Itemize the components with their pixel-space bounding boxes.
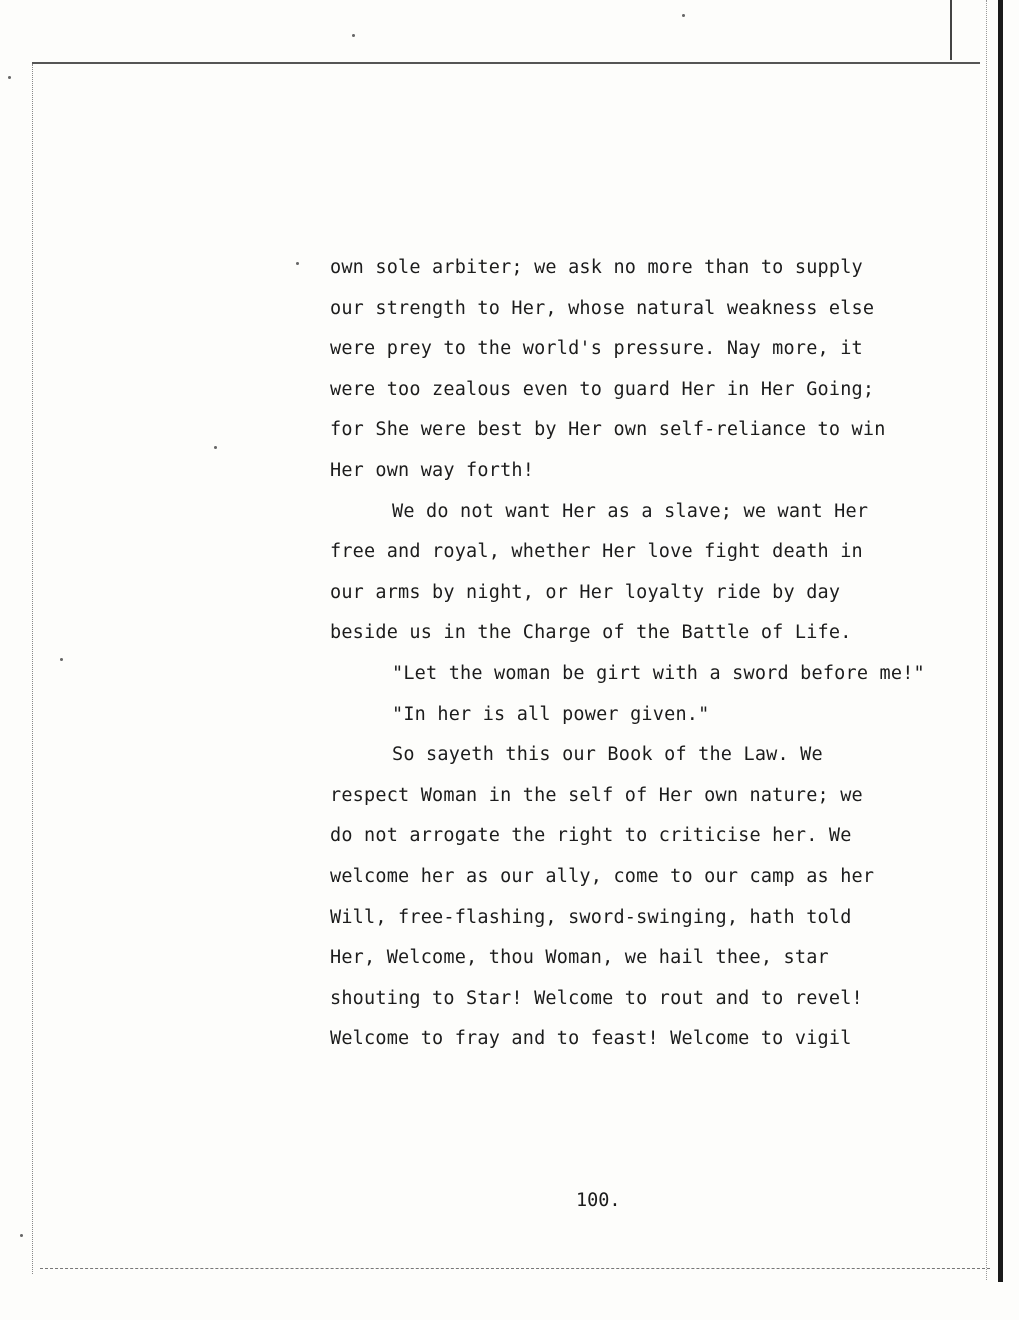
scan-speck <box>682 14 685 17</box>
text-line: shouting to Star! Welcome to rout and to revel! <box>330 987 863 1009</box>
text-line: free and royal, whether Her love fight death in <box>330 541 863 563</box>
text-line: Will, free-flashing, sword-swinging, hath told <box>330 906 852 928</box>
text-line: for She were best by Her own self-reliance to win <box>330 419 886 441</box>
scan-border-right <box>998 0 1003 1282</box>
scan-speck <box>60 658 63 661</box>
scan-speck <box>20 1234 23 1237</box>
scan-border-right-thin <box>986 0 987 1280</box>
text-line: own sole arbiter; we ask no more than to supply <box>330 257 863 278</box>
text-line: do not arrogate the right to criticise her. We <box>330 825 852 847</box>
scan-border-top <box>32 62 980 64</box>
text-line: Her, Welcome, thou Woman, we hail thee, star <box>330 947 829 969</box>
scan-speck <box>214 446 217 449</box>
scan-speck <box>296 262 299 265</box>
text-line: our arms by night, or Her loyalty ride by day <box>330 581 841 603</box>
scan-speck <box>352 34 355 37</box>
text-line: our strength to Her, whose natural weakness else <box>330 297 875 319</box>
text-line: respect Woman in the self of Her own nature; we <box>330 784 863 806</box>
text-line: We do not want Her as a slave; we want Her <box>392 500 869 522</box>
text-line: were prey to the world's pressure. Nay more, it <box>330 338 863 360</box>
text-line: So sayeth this our Book of the Law. We <box>392 744 823 766</box>
page-number: 100. <box>576 1190 621 1211</box>
text-line: were too zealous even to guard Her in Her Going; <box>330 378 875 400</box>
text-line: "In her is all power given." <box>392 703 710 725</box>
body-text <box>330 248 970 1060</box>
scan-speck <box>8 76 11 79</box>
text-line: welcome her as our ally, come to our camp as her <box>330 865 875 887</box>
text-line: Welcome to fray and to feast! Welcome to vigil <box>330 1028 852 1050</box>
text-line: Her own way forth! <box>330 459 535 481</box>
text-line: beside us in the Charge of the Battle of Life. <box>330 622 852 644</box>
scan-border-right-inner <box>950 0 952 60</box>
scan-border-bottom <box>40 1268 990 1269</box>
text-line: "Let the woman be girt with a sword before me!" <box>392 662 925 684</box>
scan-border-left <box>32 64 33 1274</box>
